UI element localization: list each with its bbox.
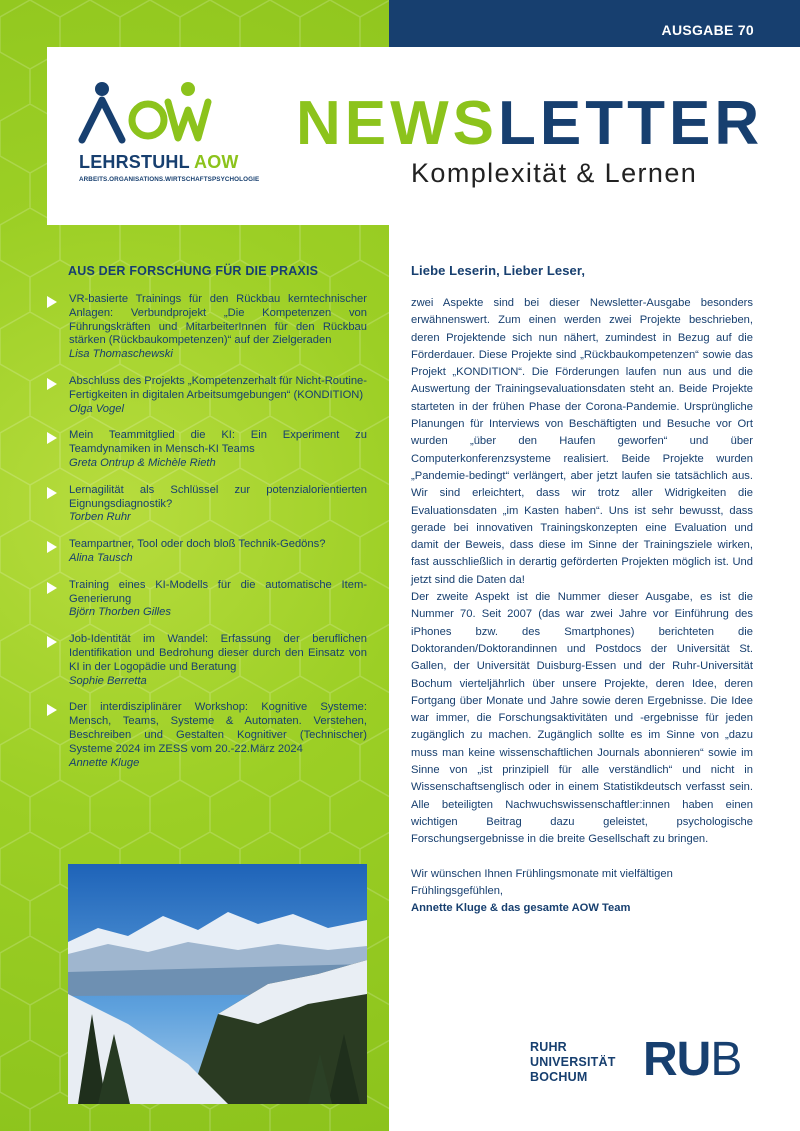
- letter-greeting: Liebe Leserin, Lieber Leser,: [411, 263, 586, 278]
- letter-paragraph-2: Der zweite Aspekt ist die Nummer dieser Ausgabe, es ist die Nummer 70. Seit 2007 (das war zwei Jahre vor Einführung des iPhones bzw. des Smartphones) berichteten die Doktoranden/Doktorandinnen und Postdocs der Universität St. Gallen, der Universität Duisburg-Essen und der Ruhr-Universität Bochum vierteljährlich über unsere Projekte, deren Idee, deren Fortgang über Monate und Jahre sowie deren Ergebnisse. Die Idee war immer, die Forschungsaktivitäten und -ergebnisse für jeden zugänglich zu machen. Zugänglich sollte es im Sinne von „dazu muss man keine wissenschaftlichen Journals abonnieren“ sowie im Sinne von „ist prinzipiell für alle verständlich“ und nicht in Wissenschaftsenglisch oder in einem Statistikdeutsch verfasst sein. Alle beteiligten Nachwuchswissenschaftler:innen haben einen wichtigen Beitrag dazu geleistet, psychologische Forschungsergebnisse in die breite Gesellschaft zu bringen.: [411, 591, 753, 846]
- article-item[interactable]: [47, 293, 367, 362]
- triangle-bullet-icon: [47, 432, 57, 444]
- article-author: Greta Ontrup & Michèle Rieth: [69, 456, 216, 469]
- rub-logo: [643, 1033, 742, 1086]
- rub-logo-light: B: [710, 1033, 742, 1086]
- article-title: Mein Teammitglied die KI: Ein Experiment zu Teamdynamiken in Mensch-KI Teams: [69, 429, 367, 456]
- triangle-bullet-icon: [47, 582, 57, 594]
- aow-logo-mark-icon: [78, 80, 218, 150]
- article-title: Job-Identität im Wandel: Erfassung der beruflichen Identifikation und Bedrohung dieser durch den Einsatz von KI in der Logopädie und Beratung: [69, 633, 367, 673]
- title-letter: LETTER: [498, 89, 764, 158]
- logo-wordmark: [79, 152, 239, 173]
- university-name-line2: UNIVERSITÄT: [530, 1055, 616, 1069]
- article-author: Olga Vogel: [69, 402, 124, 415]
- article-title: Abschluss des Projekts „Kompetenzerhalt für Nicht-Routine-Fertigkeiten in digitalen Arbeitsumgebungen“ (KONDITION): [69, 374, 367, 401]
- triangle-bullet-icon: [47, 487, 57, 499]
- article-title: Training eines KI-Modells für die automatische Item-Generierung: [69, 578, 367, 605]
- triangle-bullet-icon: [47, 296, 57, 308]
- article-title: Teampartner, Tool oder doch bloß Technik-Gedöns?: [69, 538, 326, 551]
- editorial-letter: [411, 295, 753, 917]
- university-name: [530, 1040, 616, 1085]
- article-title: Lernagilität als Schlüssel zur potenzialorientierten Eignungsdiagnostik?: [69, 483, 367, 510]
- logo-name-part1: LEHRSTUHL: [79, 152, 190, 172]
- letter-signature: Annette Kluge & das gesamte AOW Team: [411, 902, 631, 915]
- logo-tagline: ARBEITS.ORGANISATIONS.WIRTSCHAFTSPSYCHOLOGIE: [79, 176, 260, 183]
- article-title: VR-basierte Trainings für den Rückbau kerntechnischer Anlagen: Verbundprojekt „Die Kompetenzen von Führungskräften und MitarbeiterInnen für den Rückbau stärken (Rückbaukompetenzen)“ auf der Zielgeraden: [69, 293, 367, 347]
- article-item[interactable]: [47, 538, 367, 566]
- article-author: Sophie Berretta: [69, 674, 147, 687]
- mountain-landscape-photo: [68, 864, 367, 1104]
- newsletter-subtitle: Komplexität & Lernen: [411, 158, 698, 188]
- article-item[interactable]: [47, 484, 367, 525]
- article-item[interactable]: [47, 633, 367, 688]
- letter-closing: Wir wünschen Ihnen Frühlingsmonate mit vielfältigen Frühlingsgefühlen,: [411, 867, 673, 897]
- article-item[interactable]: [47, 429, 367, 470]
- rub-logo-bold: RU: [643, 1033, 711, 1086]
- article-author: Annette Kluge: [69, 756, 140, 769]
- newsletter-title: [296, 89, 764, 158]
- triangle-bullet-icon: [47, 541, 57, 553]
- triangle-bullet-icon: [47, 704, 57, 716]
- university-name-line1: RUHR: [530, 1040, 567, 1054]
- title-news: NEWS: [296, 89, 498, 158]
- triangle-bullet-icon: [47, 378, 57, 390]
- university-name-line3: BOCHUM: [530, 1070, 588, 1084]
- issue-number: AUSGABE 70: [661, 22, 754, 38]
- letter-paragraph-1: zwei Aspekte sind bei dieser Newsletter-Ausgabe besonders erwähnenswert. Zum einen werden zwei Projekte beschrieben, deren Projektende sich nun nähert, zumindest in Bezug auf die Förderdauer. Diese Projekte sind „Rückbaukompetenzen“ sowie das Projekt „KONDITION“. Die Förderungen laufen nun aus und die Auswertung der Trainingsevaluationsdaten steht an. Beide Projekte starteten in der frühen Phase der Corona-Pandemie. Ursprüngliche Planungen für Interviews von Beschäftigten und Besuche vor Ort wurden „über den Haufen geworfen“ und über Computerkonferenzsysteme realisiert. Beide Projekte wurden „Pandemie-bedingt“ verlängert, aber jetzt laufen sie tatsächlich aus. Wir sind erleichtert, dass wir trotz aller Widrigkeiten die Evaluationsdaten „im Kasten haben“. Uns ist sehr bewusst, dass gerade bei innovativen Trainingskonzepten eine Evaluation und damit der Beweis, dass diese im Sinne der Trainingsziele wirken, fast ausschließlich in derartig geförderten Projekten möglich ist. Und jetzt sind die Daten da!: [411, 297, 753, 586]
- logo-name-part2: AOW: [194, 152, 239, 172]
- aow-logo: [78, 80, 258, 190]
- section-title: AUS DER FORSCHUNG FÜR DIE PRAXIS: [68, 264, 319, 278]
- article-title: Der interdisziplinärer Workshop: Kognitive Systeme: Mensch, Teams, Systeme & Automaten. Verstehen, Beschreiben und Gestalten Kognitiver (Technischer) Systeme 2024 im ZESS vom 20.-22.März 2024: [69, 701, 367, 755]
- article-author: Lisa Thomaschewski: [69, 348, 173, 361]
- article-item[interactable]: [47, 579, 367, 620]
- triangle-bullet-icon: [47, 636, 57, 648]
- article-author: Torben Ruhr: [69, 511, 131, 524]
- article-list: [47, 293, 367, 783]
- article-author: Alina Tausch: [69, 551, 133, 564]
- article-item[interactable]: [47, 701, 367, 770]
- article-author: Björn Thorben Gilles: [69, 606, 171, 619]
- article-item[interactable]: [47, 375, 367, 416]
